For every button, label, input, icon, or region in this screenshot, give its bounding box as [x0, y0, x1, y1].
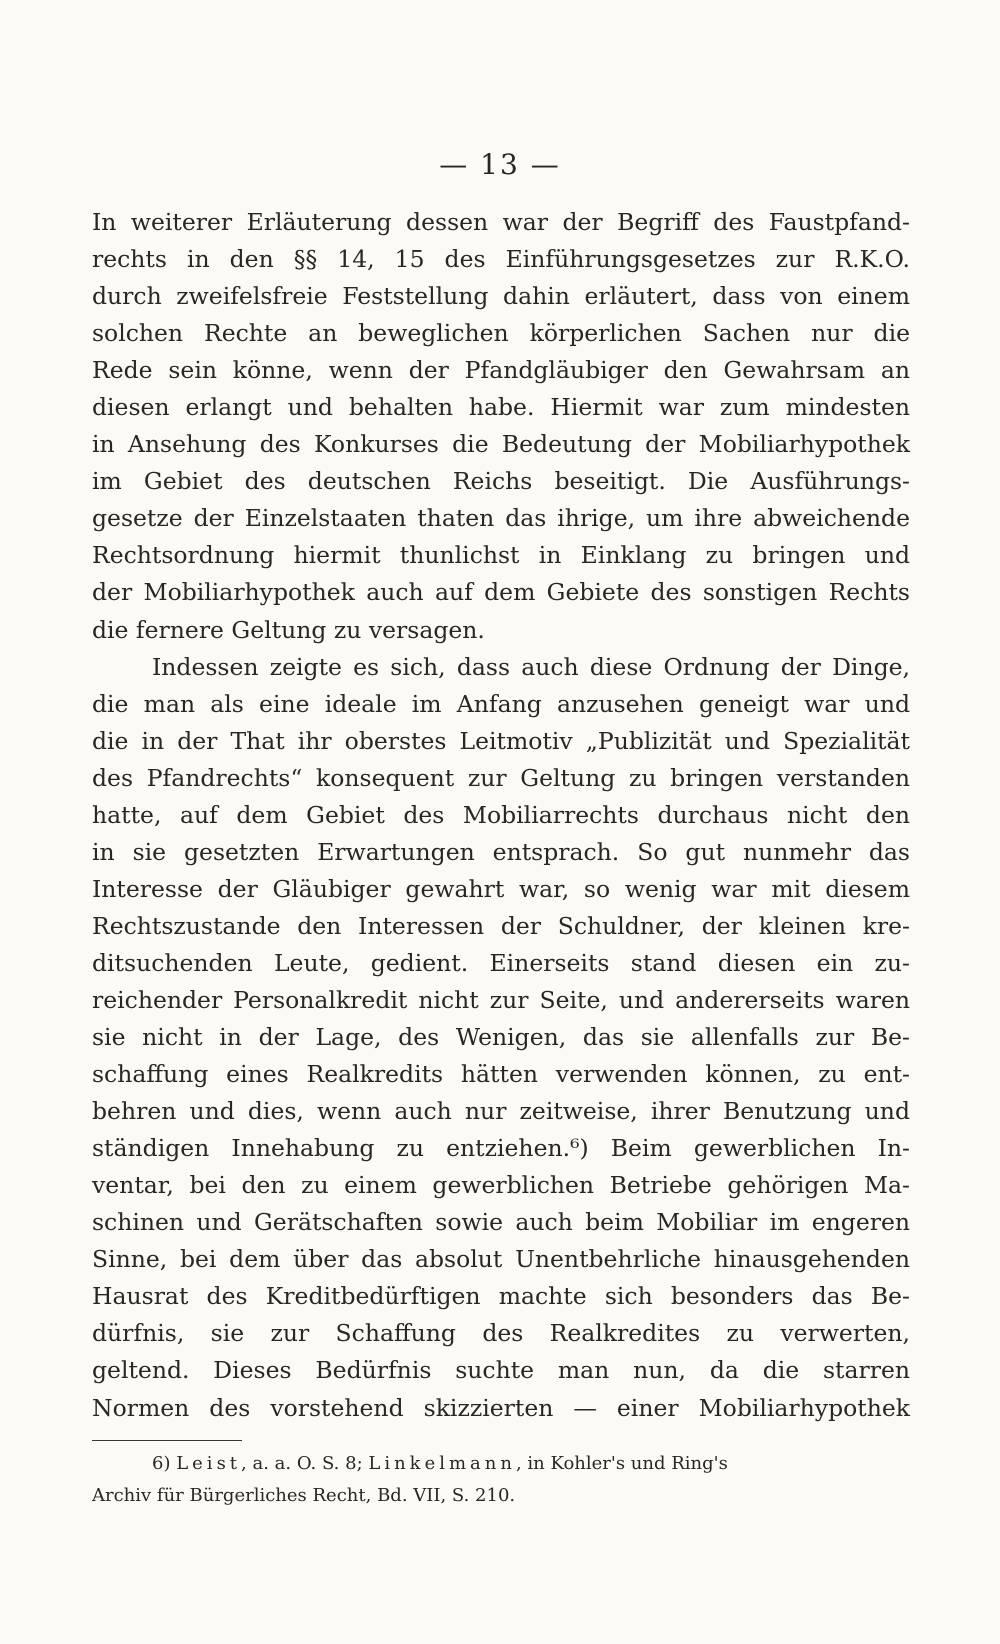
text-line: sie nicht in der Lage, des Wenigen, das sie allenfalls zur Be- [92, 1023, 910, 1052]
text-line: des Pfandrechts“ konsequent zur Geltung zu bringen verstanden [92, 763, 910, 792]
text-line: reichender Personalkredit nicht zur Seite, und andererseits waren [92, 985, 910, 1014]
text-line: Rede sein könne, wenn der Pfandgläubiger den Gewahrsam an [92, 356, 910, 385]
page-number: — 13 — [439, 148, 561, 181]
text-line: rechts in den §§ 14, 15 des Einführungsgesetzes zur R.K.O. [92, 245, 910, 274]
text-line: ditsuchenden Leute, gedient. Einerseits stand diesen ein zu- [92, 948, 910, 977]
text-line: Normen des vorstehend skizzierten — einer Mobiliarhypothek [92, 1393, 910, 1422]
text-line: in Ansehung des Konkurses die Bedeutung der Mobiliarhypothek [92, 430, 910, 459]
text-line: Sinne, bei dem über das absolut Unentbehrliche hinausgehenden [92, 1245, 910, 1274]
footnote-line [92, 1448, 922, 1480]
paragraph-start-line: Indessen zeigte es sich, dass auch diese Ordnung der Dinge, [152, 652, 910, 681]
text-line: geltend. Dieses Bedürfnis suchte man nun, da die starren [92, 1356, 910, 1385]
footnote-divider [92, 1440, 242, 1441]
text-line: durch zweifelsfreie Feststellung dahin erläutert, dass von einem [92, 282, 910, 311]
text-line: ständigen Innehabung zu entziehen.⁶) Beim gewerblichen In- [92, 1134, 910, 1163]
text-line: dürfnis, sie zur Schaffung des Realkredites zu verwerten, [92, 1319, 910, 1348]
paragraph-end-line: die fernere Geltung zu versagen. [92, 615, 485, 644]
text-line: Rechtsordnung hiermit thunlichst in Einklang zu bringen und [92, 541, 910, 570]
text-line: in sie gesetzten Erwartungen entsprach. So gut nunmehr das [92, 837, 910, 866]
footnote [92, 1448, 922, 1512]
text-line: solchen Rechte an beweglichen körperlichen Sachen nur die [92, 319, 910, 348]
footnote-text: , in Kohler's und Ring's [515, 1453, 728, 1474]
text-line: Interesse der Gläubiger gewahrt war, so wenig war mit diesem [92, 874, 910, 903]
text-line: Rechtszustande den Interessen der Schuldner, der kleinen kre- [92, 911, 910, 940]
footnote-line: Archiv für Bürgerliches Recht, Bd. VII, S. 210. [92, 1485, 516, 1506]
text-line: Hausrat des Kreditbedürftigen machte sich besonders das Be- [92, 1282, 910, 1311]
footnote-marker: 6) [152, 1453, 177, 1474]
text-line: gesetze der Einzelstaaten thaten das ihrige, um ihre abweichende [92, 504, 910, 533]
text-line: schinen und Gerätschaften sowie auch beim Mobiliar im engeren [92, 1208, 910, 1237]
text-line: die in der That ihr oberstes Leitmotiv „Publizität und Spezialität [92, 726, 910, 755]
text-line: In weiterer Erläuterung dessen war der Begriff des Faustpfand- [92, 208, 910, 236]
text-line: im Gebiet des deutschen Reichs beseitigt. Die Ausführungs- [92, 467, 910, 496]
footnote-author: Leist [176, 1453, 242, 1474]
text-line: behren und dies, wenn auch nur zeitweise, ihrer Benutzung und [92, 1097, 910, 1126]
footnote-author: Linkelmann [368, 1453, 516, 1474]
text-line: schaffung eines Realkredits hätten verwenden können, zu ent- [92, 1060, 910, 1089]
text-line: diesen erlangt und behalten habe. Hiermit war zum mindesten [92, 393, 910, 422]
text-line: die man als eine ideale im Anfang anzusehen geneigt war und [92, 689, 910, 718]
body-text [92, 204, 910, 1427]
text-line: hatte, auf dem Gebiet des Mobiliarrechts durchaus nicht den [92, 800, 910, 829]
text-line: der Mobiliarhypothek auch auf dem Gebiete des sonstigen Rechts [92, 578, 910, 607]
text-line: ventar, bei den zu einem gewerblichen Betriebe gehörigen Ma- [92, 1171, 910, 1200]
footnote-text: , a. a. O. S. 8; [241, 1453, 369, 1474]
